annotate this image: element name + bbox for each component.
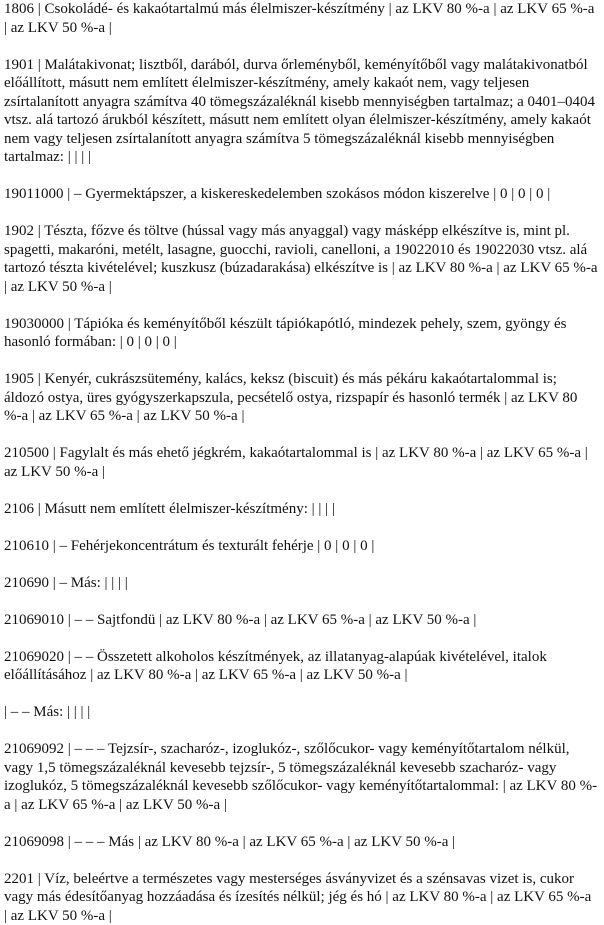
paragraph-gap: [4, 296, 598, 315]
paragraph-gap: [4, 37, 598, 56]
tariff-entry-1901: 1901 | Malátakivonat; lisztből, darából, durva őrleményből, keményítőből vagy malátakivonatból előállított, másutt nem említett élelmiszer-készítmény, amely kakaót nem, vagy teljesen zsírtalanított anyagra számítva 40 tömegszázaléknál kisebb mennyiségben tartalmaz; a 0401–0404 vtsz. alá tartozó árukból készített, másutt nem említett olyan élelmiszer-készítmény, amely kakaót nem vagy teljesen zsírtalanított anyagra számítva 5 tömegszázaléknál kisebb mennyiségben tartalmaz: | | | |: [4, 56, 598, 167]
tariff-entry-210500: 210500 | Fagylalt és más ehető jégkrém, kakaótartalommal is | az LKV 80 %-a | az LKV 65 %-a | az LKV 50 %-a |: [4, 444, 598, 481]
tariff-entry-21069020: 21069020 | – – Összetett alkoholos készítmények, az illatanyag-alapúak kivételével, italok előállításához | az LKV 80 %-a | az LKV 65 %-a | az LKV 50 %-a |: [4, 648, 598, 685]
tariff-entry-other: | – – Más: | | | |: [4, 703, 598, 722]
tariff-entry-19030000: 19030000 | Tápióka és keményítőből készült tápiókapótló, mindezek pehely, szem, gyöngy és hasonló formában: | 0 | 0 | 0 |: [4, 315, 598, 352]
tariff-entry-210610: 210610 | – Fehérjekoncentrátum és texturált fehérje | 0 | 0 | 0 |: [4, 537, 598, 556]
paragraph-gap: [4, 352, 598, 371]
paragraph-gap: [4, 555, 598, 574]
paragraph-gap: [4, 518, 598, 537]
tariff-entry-21069010: 21069010 | – – Sajtfondü | az LKV 80 %-a | az LKV 65 %-a | az LKV 50 %-a |: [4, 611, 598, 630]
tariff-entry-2106: 2106 | Másutt nem említett élelmiszer-készítmény: | | | |: [4, 500, 598, 519]
paragraph-gap: [4, 722, 598, 741]
tariff-entry-210690: 210690 | – Más: | | | |: [4, 574, 598, 593]
paragraph-gap: [4, 851, 598, 870]
tariff-entry-19011000: 19011000 | – Gyermektápszer, a kiskereskedelemben szokásos módon kiszerelve | 0 | 0 | 0 |: [4, 185, 598, 204]
tariff-entry-1806: 1806 | Csokoládé- és kakaótartalmú más élelmiszer-készítmény | az LKV 80 %-a | az LKV 65 %-a | az LKV 50 %-a |: [4, 0, 598, 37]
paragraph-gap: [4, 814, 598, 833]
tariff-entry-1905: 1905 | Kenyér, cukrászsütemény, kalács, keksz (biscuit) és más pékáru kakaótartalommal is; áldozó ostya, üres gyógyszerkapszula, pecsételő ostya, rizspapír és hasonló termék | az LKV 80 %-a | az LKV 65 %-a | az LKV 50 %-a |: [4, 370, 598, 426]
paragraph-gap: [4, 592, 598, 611]
paragraph-gap: [4, 167, 598, 186]
tariff-entry-21069098: 21069098 | – – – Más | az LKV 80 %-a | az LKV 65 %-a | az LKV 50 %-a |: [4, 833, 598, 852]
paragraph-gap: [4, 481, 598, 500]
tariff-entry-21069092: 21069092 | – – – Tejzsír-, szacharóz-, izoglukóz-, szőlőcukor- vagy keményítőtartalom nélkül, vagy 1,5 tömegszázaléknál kevesebb tejzsír-, 5 tömegszázaléknál kevesebb szacharóz- vagy izoglukóz, 5 tömegszázaléknál kevesebb szőlőcukor- vagy keményítőtartalommal: | az LKV 80 %-a | az LKV 65 %-a | az LKV 50 %-a |: [4, 740, 598, 814]
paragraph-gap: [4, 685, 598, 704]
tariff-entry-1902: 1902 | Tészta, főzve és töltve (hússal vagy más anyaggal) vagy másképp elkészítve is, mint pl. spagetti, makaróni, metélt, lasagne, guocchi, ravioli, canelloni, a 19022010 és 19022030 vtsz. alá tartozó tészta kivételével; kuszkusz (búzadarakása) elkészítve is | az LKV 80 %-a | az LKV 65 %-a | az LKV 50 %-a |: [4, 222, 598, 296]
tariff-entry-2201: 2201 | Víz, beleértve a természetes vagy mesterséges ásványvizet és a szénsavas vizet is, cukor vagy más édesítőanyag hozzáadása és ízesítés nélkül; jég és hó | az LKV 80 %-a | az LKV 65 %-a | az LKV 50 %-a |: [4, 870, 598, 925]
paragraph-gap: [4, 629, 598, 648]
paragraph-gap: [4, 426, 598, 445]
paragraph-gap: [4, 204, 598, 223]
